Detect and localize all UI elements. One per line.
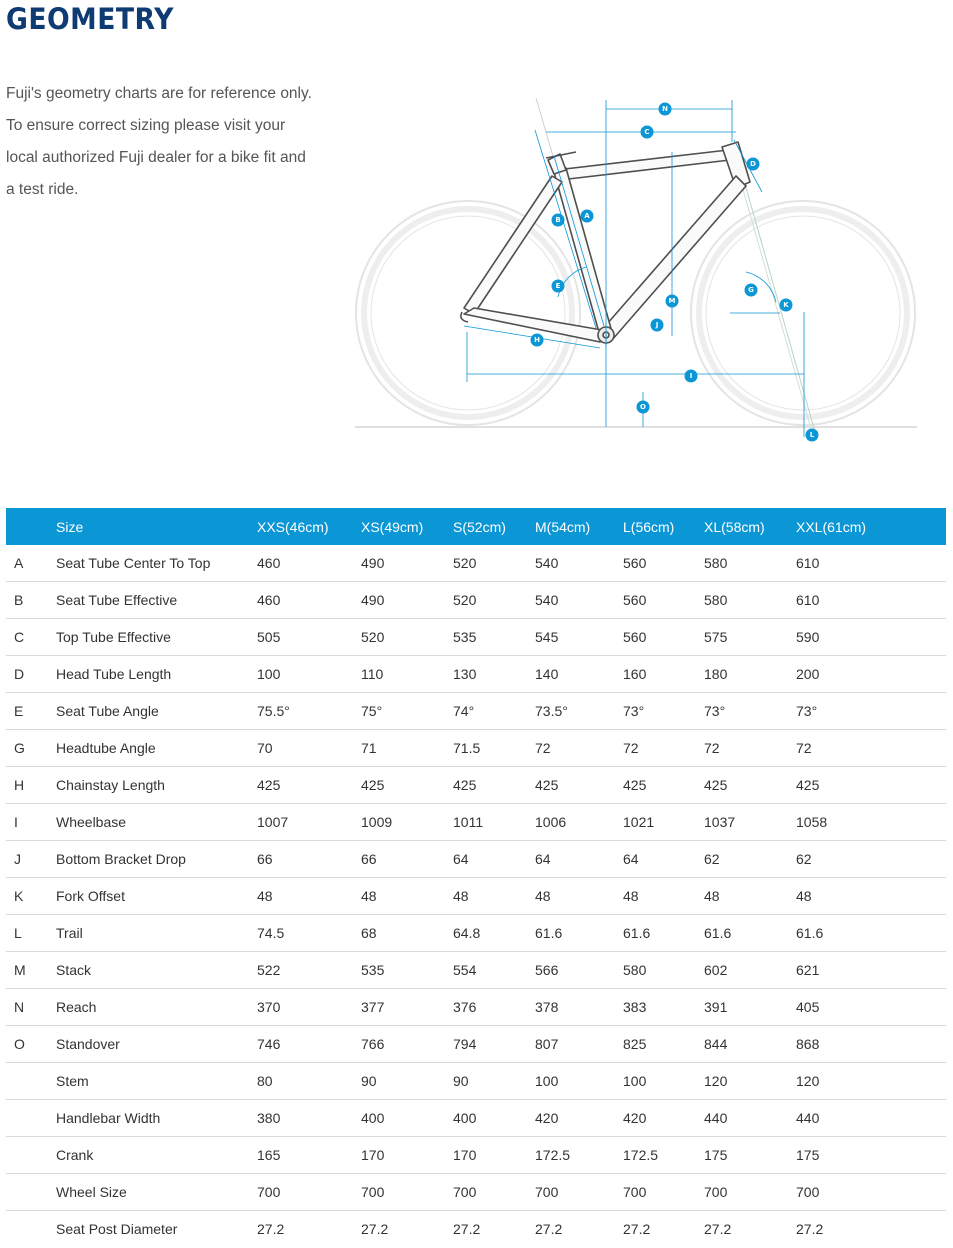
svg-text:M: M	[668, 297, 676, 305]
table-row	[6, 767, 946, 804]
cell-value: 370	[257, 989, 361, 1026]
marker-m	[666, 295, 679, 308]
cell-value: 700	[257, 1174, 361, 1211]
table-row	[6, 915, 946, 952]
svg-text:B: B	[555, 216, 561, 224]
header-cell: XXS(46cm)	[257, 508, 361, 545]
cell-value: 48	[453, 878, 535, 915]
marker-i	[685, 370, 698, 383]
cell-value: 110	[361, 656, 453, 693]
row-letter: N	[6, 989, 56, 1026]
cell-value: 62	[796, 841, 946, 878]
table-header-row	[6, 508, 946, 545]
cell-value: 535	[361, 952, 453, 989]
svg-text:H: H	[534, 336, 540, 344]
row-label: Headtube Angle	[56, 730, 257, 767]
marker-j	[651, 319, 664, 332]
cell-value: 825	[623, 1026, 704, 1063]
cell-value: 1009	[361, 804, 453, 841]
marker-d	[747, 158, 760, 171]
table-row	[6, 1100, 946, 1137]
cell-value: 746	[257, 1026, 361, 1063]
table-row	[6, 1063, 946, 1100]
header-cell: S(52cm)	[453, 508, 535, 545]
row-label: Crank	[56, 1137, 257, 1174]
cell-value: 48	[796, 878, 946, 915]
svg-text:O: O	[640, 403, 646, 411]
cell-value: 383	[623, 989, 704, 1026]
row-letter: L	[6, 915, 56, 952]
cell-value: 554	[453, 952, 535, 989]
row-letter: O	[6, 1026, 56, 1063]
cell-value: 700	[796, 1174, 946, 1211]
cell-value: 74.5	[257, 915, 361, 952]
cell-value: 165	[257, 1137, 361, 1174]
cell-value: 80	[257, 1063, 361, 1100]
cell-value: 376	[453, 989, 535, 1026]
cell-value: 844	[704, 1026, 796, 1063]
table-row	[6, 989, 946, 1026]
cell-value: 540	[535, 545, 623, 582]
cell-value: 71.5	[453, 730, 535, 767]
cell-value: 400	[453, 1100, 535, 1137]
cell-value: 72	[623, 730, 704, 767]
cell-value: 700	[361, 1174, 453, 1211]
cell-value: 440	[796, 1100, 946, 1137]
cell-value: 425	[361, 767, 453, 804]
cell-value: 580	[704, 582, 796, 619]
row-letter: G	[6, 730, 56, 767]
cell-value: 380	[257, 1100, 361, 1137]
cell-value: 490	[361, 582, 453, 619]
row-letter	[6, 1100, 56, 1137]
front-wheel	[691, 201, 915, 425]
cell-value: 425	[704, 767, 796, 804]
marker-n	[659, 103, 672, 116]
cell-value: 610	[796, 545, 946, 582]
cell-value: 172.5	[535, 1137, 623, 1174]
cell-value: 420	[535, 1100, 623, 1137]
cell-value: 120	[796, 1063, 946, 1100]
marker-g	[745, 284, 758, 297]
cell-value: 48	[704, 878, 796, 915]
header-cell: XL(58cm)	[704, 508, 796, 545]
cell-value: 73°	[704, 693, 796, 730]
row-label: Head Tube Length	[56, 656, 257, 693]
cell-value: 27.2	[535, 1221, 563, 1237]
cell-value: 64	[623, 841, 704, 878]
table-row	[6, 619, 946, 656]
cell-value: 72	[796, 730, 946, 767]
cell-value: 175	[704, 1137, 796, 1174]
row-letter: K	[6, 878, 56, 915]
row-letter	[6, 1137, 56, 1174]
cell-value: 72	[704, 730, 796, 767]
svg-text:L: L	[809, 431, 815, 439]
row-label: Seat Tube Effective	[56, 582, 257, 619]
cell-value: 70	[257, 730, 361, 767]
cell-value: 522	[257, 952, 361, 989]
cell-value: 377	[361, 989, 453, 1026]
svg-text:A: A	[584, 212, 590, 220]
marker-h	[531, 334, 544, 347]
cell-value: 766	[361, 1026, 453, 1063]
cell-value: 868	[796, 1026, 946, 1063]
cell-value: 48	[257, 878, 361, 915]
cell-value: 1006	[535, 804, 623, 841]
svg-text:E: E	[555, 282, 561, 290]
cell-value: 66	[257, 841, 361, 878]
cell-value: 520	[453, 545, 535, 582]
row-label: Seat Post Diameter	[56, 1221, 178, 1237]
row-letter: I	[6, 804, 56, 841]
cell-value: 575	[704, 619, 796, 656]
cell-value: 27.2	[796, 1221, 824, 1237]
cell-value: 460	[257, 582, 361, 619]
row-label: Reach	[56, 989, 257, 1026]
row-label: Wheelbase	[56, 804, 257, 841]
cell-value: 580	[623, 952, 704, 989]
cell-value: 66	[361, 841, 453, 878]
cell-value: 61.6	[796, 915, 946, 952]
row-letter	[6, 1063, 56, 1100]
cell-value: 425	[257, 767, 361, 804]
cell-value: 560	[623, 545, 704, 582]
cell-value: 180	[704, 656, 796, 693]
bike-frame	[461, 142, 750, 343]
cell-value: 560	[623, 582, 704, 619]
table-row	[6, 952, 946, 989]
cell-value: 27.2	[361, 1221, 389, 1237]
cell-value: 27.2	[623, 1221, 651, 1237]
cell-value: 1011	[453, 804, 535, 841]
cell-value: 490	[361, 545, 453, 582]
row-label: Seat Tube Center To Top	[56, 545, 257, 582]
cell-value: 378	[535, 989, 623, 1026]
cell-value: 73°	[796, 693, 946, 730]
cell-value: 160	[623, 656, 704, 693]
cell-value: 64	[535, 841, 623, 878]
row-letter: D	[6, 656, 56, 693]
table-row	[6, 545, 946, 582]
cell-value: 425	[796, 767, 946, 804]
cell-value: 75.5°	[257, 693, 361, 730]
cell-value: 61.6	[535, 915, 623, 952]
cell-value: 90	[453, 1063, 535, 1100]
row-label: Fork Offset	[56, 878, 257, 915]
cell-value: 700	[704, 1174, 796, 1211]
header-cell: M(54cm)	[535, 508, 623, 545]
cell-value: 62	[704, 841, 796, 878]
cell-value: 505	[257, 619, 361, 656]
cell-value: 90	[361, 1063, 453, 1100]
cell-value: 170	[361, 1137, 453, 1174]
cell-value: 1021	[623, 804, 704, 841]
cell-value: 48	[623, 878, 704, 915]
cell-value: 400	[361, 1100, 453, 1137]
svg-text:N: N	[662, 105, 668, 113]
row-label: Stem	[56, 1063, 257, 1100]
table-row	[6, 582, 946, 619]
table-row	[6, 730, 946, 767]
row-letter: M	[6, 952, 56, 989]
row-label: Stack	[56, 952, 257, 989]
cell-value: 590	[796, 619, 946, 656]
svg-text:I: I	[689, 372, 693, 380]
cell-value: 1037	[704, 804, 796, 841]
row-label: Seat Tube Angle	[56, 693, 257, 730]
svg-text:K: K	[783, 301, 789, 309]
row-letter: H	[6, 767, 56, 804]
marker-o	[637, 401, 650, 414]
cell-value: 440	[704, 1100, 796, 1137]
svg-text:J: J	[655, 321, 659, 329]
cell-value: 172.5	[623, 1137, 704, 1174]
cell-value: 580	[704, 545, 796, 582]
cell-value: 68	[361, 915, 453, 952]
row-label: Standover	[56, 1026, 257, 1063]
cell-value: 540	[535, 582, 623, 619]
svg-text:D: D	[750, 160, 756, 168]
cell-value: 61.6	[623, 915, 704, 952]
page-title: GEOMETRY	[6, 2, 174, 36]
cell-value: 405	[796, 989, 946, 1026]
cell-value: 700	[535, 1174, 623, 1211]
cell-value: 73.5°	[535, 693, 623, 730]
cell-value: 391	[704, 989, 796, 1026]
cell-value: 100	[257, 656, 361, 693]
row-label: Bottom Bracket Drop	[56, 841, 257, 878]
cell-value: 120	[704, 1063, 796, 1100]
row-letter: E	[6, 693, 56, 730]
cell-value: 425	[453, 767, 535, 804]
row-label: Trail	[56, 915, 257, 952]
cell-value: 61.6	[704, 915, 796, 952]
row-letter: J	[6, 841, 56, 878]
cell-value: 64.8	[453, 915, 535, 952]
row-letter	[6, 1174, 56, 1211]
cell-value: 566	[535, 952, 623, 989]
cell-value: 175	[796, 1137, 946, 1174]
cell-value: 520	[361, 619, 453, 656]
cell-value: 545	[535, 619, 623, 656]
marker-a	[581, 210, 594, 223]
table-row	[6, 878, 946, 915]
dimension-lines	[464, 100, 804, 437]
cell-value: 48	[361, 878, 453, 915]
table-row	[6, 1137, 946, 1174]
cell-value: 560	[623, 619, 704, 656]
row-label: Wheel Size	[56, 1174, 257, 1211]
cell-value: 48	[535, 878, 623, 915]
cell-value: 100	[535, 1063, 623, 1100]
marker-c	[641, 126, 654, 139]
cell-value: 27.2	[257, 1221, 285, 1237]
header-cell: L(56cm)	[623, 508, 704, 545]
cell-value: 794	[453, 1026, 535, 1063]
cell-value: 100	[623, 1063, 704, 1100]
cell-value: 1058	[796, 804, 946, 841]
intro-text: Fuji's geometry charts are for reference only. To ensure correct sizing please visit your local authorized Fuji dealer for a bike fit and a test ride.	[6, 85, 312, 198]
cell-value: 420	[623, 1100, 704, 1137]
cell-value: 602	[704, 952, 796, 989]
cell-value: 425	[623, 767, 704, 804]
cell-value: 74°	[453, 693, 535, 730]
cell-value: 460	[257, 545, 361, 582]
row-letter: A	[6, 545, 56, 582]
table-row	[6, 656, 946, 693]
row-label: Chainstay Length	[56, 767, 257, 804]
cell-value: 621	[796, 952, 946, 989]
marker-e	[552, 280, 565, 293]
cell-value: 700	[453, 1174, 535, 1211]
marker-k	[780, 299, 793, 312]
table-body	[6, 545, 946, 1247]
cell-value: 140	[535, 656, 623, 693]
cell-value: 27.2	[453, 1221, 481, 1237]
cell-value: 73°	[623, 693, 704, 730]
cell-value: 700	[623, 1174, 704, 1211]
row-letter	[6, 1211, 56, 1248]
table-row	[6, 1174, 946, 1211]
cell-value: 1007	[257, 804, 361, 841]
cell-value: 520	[453, 582, 535, 619]
geometry-diagram	[350, 92, 922, 448]
table-row	[6, 1026, 946, 1063]
table-row	[6, 693, 946, 730]
geometry-table	[6, 508, 946, 1247]
table-row	[6, 841, 946, 878]
cell-value: 170	[453, 1137, 535, 1174]
cell-value: 72	[535, 730, 623, 767]
row-letter: C	[6, 619, 56, 656]
cell-value: 75°	[361, 693, 453, 730]
header-cell	[6, 508, 56, 545]
header-cell: XXL(61cm)	[796, 508, 946, 545]
table-row	[6, 804, 946, 841]
header-cell: XS(49cm)	[361, 508, 453, 545]
cell-value: 535	[453, 619, 535, 656]
marker-b	[552, 214, 565, 227]
cell-value: 64	[453, 841, 535, 878]
row-label: Handlebar Width	[56, 1100, 257, 1137]
cell-value: 807	[535, 1026, 623, 1063]
cell-value: 610	[796, 582, 946, 619]
row-letter: B	[6, 582, 56, 619]
marker-l	[806, 429, 819, 442]
header-cell: Size	[56, 508, 257, 545]
svg-text:G: G	[748, 286, 754, 294]
cell-value: 200	[796, 656, 946, 693]
cell-value: 71	[361, 730, 453, 767]
cell-value: 27.2	[704, 1221, 732, 1237]
cell-value: 425	[535, 767, 623, 804]
svg-text:C: C	[644, 128, 650, 136]
row-label: Top Tube Effective	[56, 619, 257, 656]
table-row	[6, 1211, 946, 1248]
cell-value: 130	[453, 656, 535, 693]
